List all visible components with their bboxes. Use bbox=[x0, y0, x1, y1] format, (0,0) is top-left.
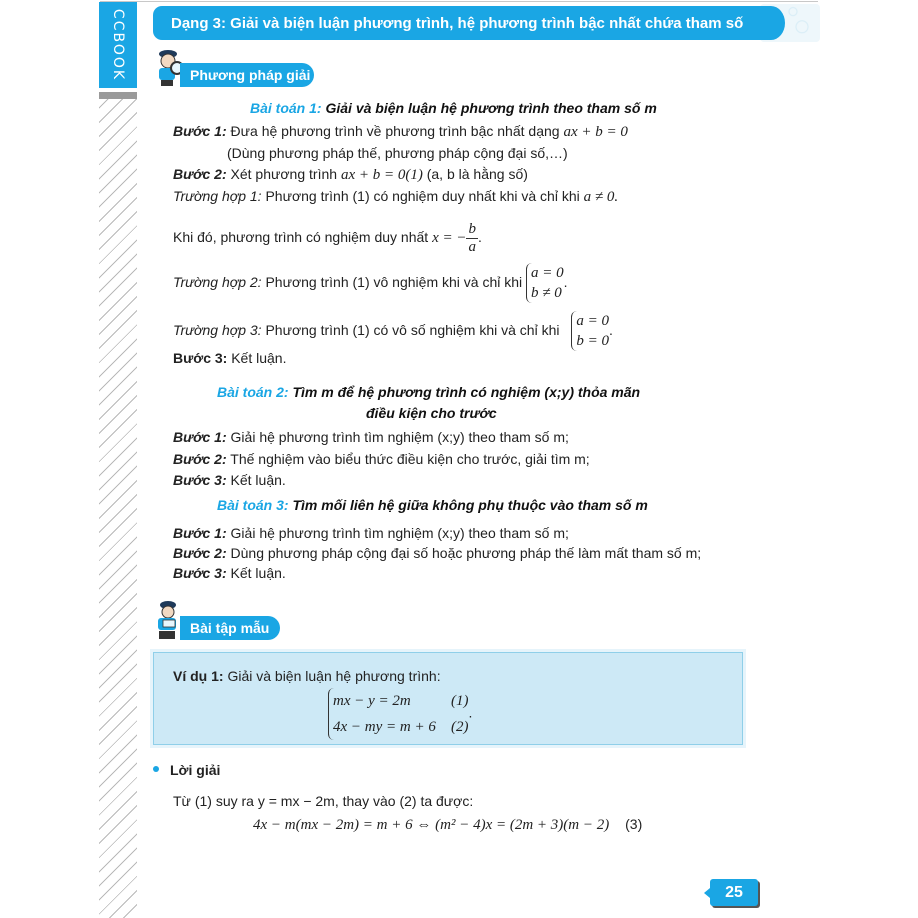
section-pill-method bbox=[180, 63, 314, 87]
equation-tag: (3) bbox=[625, 816, 643, 832]
step-text: Kết luận. bbox=[230, 565, 286, 581]
condition-line: a = 0 bbox=[576, 313, 610, 330]
problem1-heading bbox=[250, 99, 657, 117]
step-label: Bước 1: bbox=[173, 525, 227, 541]
step-math: ax + b = 0(1) bbox=[340, 167, 423, 183]
step-text: Xét phương trình bbox=[230, 166, 338, 182]
step-text: Dùng phương pháp cộng đại số hoặc phương pháp thế làm mất tham số m; bbox=[230, 545, 702, 561]
p3-step bbox=[173, 524, 569, 542]
step-text: Đưa hệ phương trình về phương trình bậc nhất dạng bbox=[230, 123, 560, 139]
top-rule bbox=[100, 1, 818, 2]
problem3-title: Tìm mối liên hệ giữa không phụ thuộc vào tham số m bbox=[292, 497, 648, 513]
page-title: Dạng 3: Giải và biện luận phương trình, hệ phương trình bậc nhất chứa tham số bbox=[171, 14, 744, 32]
brand-tab bbox=[99, 2, 137, 88]
solution-lhs: x = − bbox=[432, 230, 467, 246]
problem2-prefix: Bài toán 2: bbox=[217, 384, 289, 400]
condition-system bbox=[571, 311, 609, 351]
p3-step bbox=[173, 564, 286, 582]
bullet-icon bbox=[153, 766, 159, 772]
example1-prompt bbox=[173, 667, 441, 685]
brand-logo: CCBOOK bbox=[110, 8, 127, 82]
p2-step bbox=[173, 450, 590, 468]
p2-step bbox=[173, 471, 286, 489]
section-header-banner bbox=[153, 6, 771, 40]
example-text: Giải và biện luận hệ phương trình: bbox=[227, 668, 441, 684]
page-number-text: 25 bbox=[725, 883, 743, 901]
step-label: Bước 1: bbox=[173, 429, 227, 445]
solution-line-2 bbox=[253, 815, 642, 834]
p3-step bbox=[173, 544, 701, 562]
p1-step1 bbox=[173, 122, 628, 141]
step-label: Bước 3: bbox=[173, 350, 228, 366]
condition-line: b ≠ 0 bbox=[531, 285, 562, 302]
step-label: Bước 2: bbox=[173, 451, 227, 467]
step-math: ax + b = 0 bbox=[563, 124, 628, 140]
step-label: Bước 2: bbox=[173, 545, 227, 561]
step-label: Bước 2: bbox=[173, 166, 227, 182]
case-text: Phương trình (1) vô nghiệm khi và chỉ khi bbox=[265, 274, 523, 290]
sidebar-divider bbox=[99, 92, 137, 99]
equation-tag: (2) bbox=[451, 719, 469, 735]
p1-case3: Trường hợp 3: Phương trình (1) có vô số nghiệm khi và chỉ khi a = 0 b = 0. bbox=[173, 313, 613, 350]
solution-line-1: Từ (1) suy ra y = mx − 2m, thay vào (2) ta được: bbox=[173, 793, 474, 809]
equation-tag: (1) bbox=[451, 693, 469, 709]
p1-step3 bbox=[173, 349, 286, 367]
step-text: Giải hệ phương trình tìm nghiệm (x;y) theo tham số m; bbox=[230, 525, 569, 541]
section-label: Bài tập mẫu bbox=[190, 620, 270, 636]
fraction-denominator: a bbox=[468, 238, 476, 255]
p2-step bbox=[173, 428, 569, 446]
case-label: Trường hợp 1: bbox=[173, 188, 262, 204]
problem2-title: Tìm m để hệ phương trình có nghiệm (x;y) thỏa mãn bbox=[292, 384, 641, 400]
step-label: Bước 3: bbox=[173, 565, 227, 581]
problem2-heading bbox=[217, 383, 640, 401]
p1-case2: Trường hợp 2: Phương trình (1) vô nghiệm khi và chỉ khi a = 0 b ≠ 0. bbox=[173, 265, 568, 302]
case-math: a ≠ 0. bbox=[583, 189, 619, 205]
condition-system bbox=[526, 263, 564, 303]
p1-step2 bbox=[173, 165, 528, 184]
solution-text: Khi đó, phương trình có nghiệm duy nhất bbox=[173, 229, 429, 245]
section-label: Phương pháp giải bbox=[190, 67, 311, 83]
condition-line: b = 0 bbox=[576, 333, 610, 350]
problem3-prefix: Bài toán 3: bbox=[217, 497, 289, 513]
case-label: Trường hợp 3: bbox=[173, 322, 262, 338]
case-text: Phương trình (1) có nghiệm duy nhất khi và chỉ khi bbox=[265, 188, 580, 204]
equation: mx − y = 2m bbox=[333, 693, 411, 709]
section-pill-example bbox=[180, 616, 280, 640]
p1-case1-solution: Khi đó, phương trình có nghiệm duy nhất x = − $\frac{b}{a}$ . bbox=[173, 220, 482, 255]
page-number bbox=[710, 879, 758, 906]
problem1-prefix: Bài toán 1: bbox=[250, 100, 322, 116]
sidebar-hatch-pattern bbox=[99, 99, 137, 918]
step-label: Bước 1: bbox=[173, 123, 227, 139]
solution-equation: 4x − m(mx − 2m) = m + 6 ⇔ (m² − 4)x = (2m + 3)(m − 2) bbox=[253, 817, 610, 833]
fraction bbox=[466, 221, 478, 256]
problem3-heading bbox=[217, 496, 648, 514]
step-text: Thế nghiệm vào biểu thức điều kiện cho trước, giải tìm m; bbox=[230, 451, 590, 467]
case-label: Trường hợp 2: bbox=[173, 274, 262, 290]
step-text: Kết luận. bbox=[230, 472, 286, 488]
step-text: Kết luận. bbox=[231, 350, 287, 366]
p1-case1 bbox=[173, 187, 618, 206]
example1-system: mx − y = 2m (1) 4x − my = m + 6 (2). bbox=[328, 688, 472, 740]
condition-line: a = 0 bbox=[531, 265, 564, 282]
equation-system bbox=[328, 688, 469, 740]
step-text: Giải hệ phương trình tìm nghiệm (x;y) theo tham số m; bbox=[230, 429, 569, 445]
step-label: Bước 3: bbox=[173, 472, 227, 488]
p1-step1-note: (Dùng phương pháp thế, phương pháp cộng đại số,…) bbox=[227, 145, 568, 161]
solution-heading: Lời giải bbox=[170, 762, 221, 778]
problem2-heading-cont: điều kiện cho trước bbox=[366, 405, 497, 421]
step-note: (a, b là hằng số) bbox=[426, 166, 528, 182]
problem1-title: Giải và biện luận hệ phương trình theo tham số m bbox=[325, 100, 657, 116]
case-text: Phương trình (1) có vô số nghiệm khi và chỉ khi bbox=[265, 322, 560, 338]
equation: 4x − my = m + 6 bbox=[333, 719, 436, 735]
example-label: Ví dụ 1: bbox=[173, 668, 224, 684]
fraction-numerator: b bbox=[468, 220, 476, 237]
